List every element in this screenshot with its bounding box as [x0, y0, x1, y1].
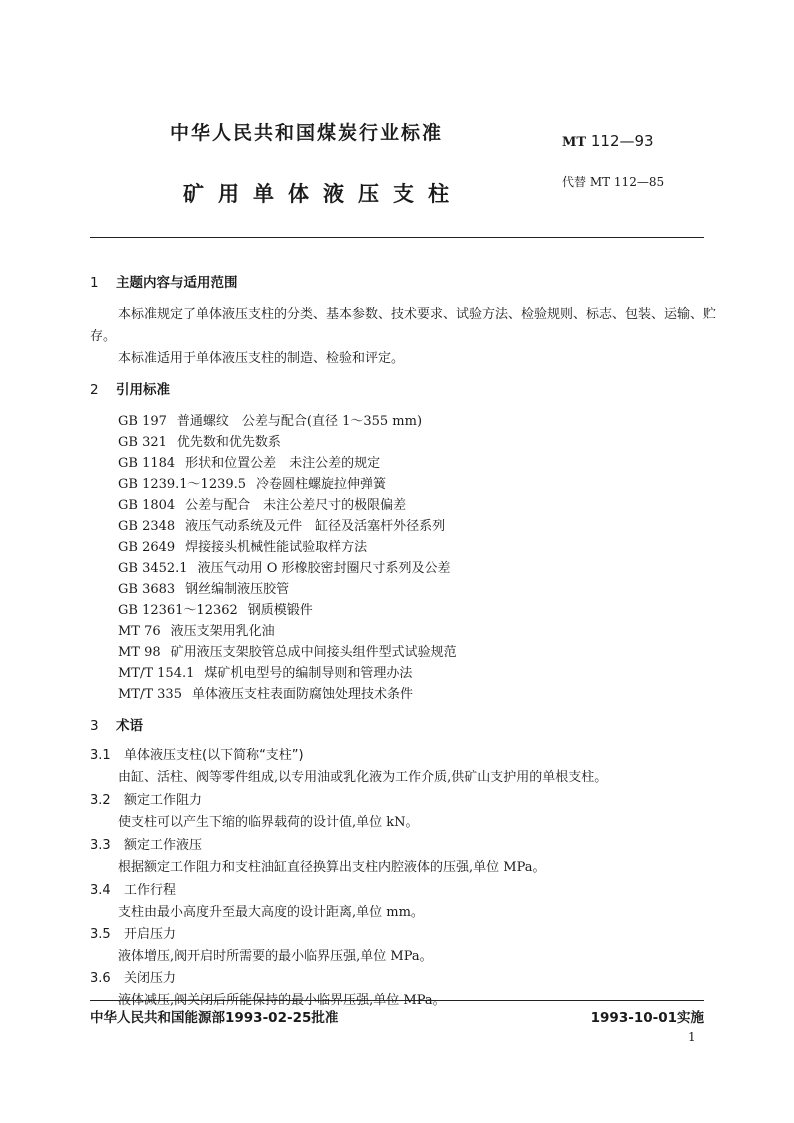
- reference-item: [118, 578, 289, 597]
- reference-item: [118, 662, 412, 681]
- term-entry: [90, 744, 304, 763]
- term-name: 额定工作阻力: [124, 793, 203, 808]
- reference-item: [118, 494, 406, 513]
- term-definition: 由缸、活柱、阀等零件组成,以专用油或乳化液为工作介质,供矿山支护用的单根支柱。: [118, 770, 608, 785]
- term-number: 3.3: [90, 838, 111, 853]
- term-entry: [90, 879, 176, 898]
- section-number: 2: [90, 382, 99, 398]
- reference-item: [118, 515, 445, 534]
- section-1-paragraph-1-cont: 存。: [90, 329, 117, 344]
- term-name: 单体液压支柱(以下简称“支柱”): [124, 748, 304, 763]
- reference-title: 优先数和优先数系: [176, 435, 281, 450]
- term-number: 3.6: [90, 971, 111, 986]
- reference-item: [118, 641, 457, 660]
- reference-title: 单体液压支柱表面防腐蚀处理技术条件: [191, 687, 413, 702]
- section-3-heading: [90, 714, 143, 734]
- document-title: 矿用单体液压支柱: [183, 182, 463, 206]
- reference-code: GB 3683: [118, 582, 176, 597]
- term-entry: [90, 834, 202, 853]
- reference-item: [118, 431, 281, 450]
- replaces-standard: 代替 MT 112—85: [562, 175, 665, 189]
- reference-code: GB 12361～12362: [118, 603, 238, 618]
- approval-date: 中华人民共和国能源部1993-02-25批准: [90, 1010, 339, 1026]
- section-title: 术语: [116, 718, 143, 734]
- section-1-heading: [90, 271, 238, 291]
- reference-code: GB 2348: [118, 519, 176, 534]
- reference-code: MT/T 335: [118, 687, 182, 702]
- issuing-organization: 中华人民共和国煤炭行业标准: [170, 122, 444, 144]
- reference-item: [118, 536, 367, 555]
- reference-item: [118, 473, 386, 492]
- term-number: 3.1: [90, 748, 111, 763]
- reference-item: [118, 620, 275, 639]
- term-entry: [90, 789, 202, 808]
- reference-title: 焊接接头机械性能试验取样方法: [185, 540, 368, 555]
- term-entry: [90, 923, 176, 942]
- standard-code: [562, 132, 654, 150]
- reference-title: 煤矿机电型号的编制导则和管理办法: [204, 666, 413, 681]
- term-definition: 支柱由最小高度升至最大高度的设计距离,单位 mm。: [118, 905, 424, 920]
- page-number: 1: [688, 1030, 696, 1044]
- term-entry: [90, 967, 176, 986]
- section-1-paragraph-1: 本标准规定了单体液压支柱的分类、基本参数、技术要求、试验方法、检验规则、标志、包装、运输、贮: [118, 307, 717, 322]
- term-name: 工作行程: [124, 883, 177, 898]
- header-divider: [90, 237, 704, 238]
- reference-title: 形状和位置公差 未注公差的规定: [185, 456, 381, 471]
- reference-code: GB 1239.1～1239.5: [118, 477, 247, 492]
- reference-title: 公差与配合 未注公差尺寸的极限偏差: [185, 498, 407, 513]
- term-number: 3.2: [90, 793, 111, 808]
- reference-title: 普通螺纹 公差与配合(直径 1～355 mm): [176, 414, 423, 429]
- term-name: 关闭压力: [124, 971, 177, 986]
- reference-title: 钢质模锻件: [247, 603, 313, 618]
- section-2-heading: [90, 378, 170, 398]
- section-title: 主题内容与适用范围: [116, 275, 238, 291]
- standard-code-number: 112—93: [590, 132, 654, 150]
- reference-item: [118, 599, 313, 618]
- reference-code: MT/T 154.1: [118, 666, 195, 681]
- reference-item: [118, 557, 451, 576]
- reference-code: GB 1184: [118, 456, 176, 471]
- reference-code: GB 197: [118, 414, 167, 429]
- term-definition: 根据额定工作阻力和支柱油缸直径换算出支柱内腔液体的压强,单位 MPa。: [118, 860, 546, 875]
- section-1-paragraph-2: 本标准适用于单体液压支柱的制造、检验和评定。: [118, 351, 405, 366]
- term-definition: 液体增压,阀开启时所需要的最小临界压强,单位 MPa。: [118, 949, 433, 964]
- reference-code: GB 1804: [118, 498, 176, 513]
- term-number: 3.4: [90, 883, 111, 898]
- reference-title: 液压气动系统及元件 缸径及活塞杆外径系列: [185, 519, 446, 534]
- reference-title: 冷卷圆柱螺旋拉伸弹簧: [256, 477, 387, 492]
- term-name: 开启压力: [124, 927, 177, 942]
- term-definition: 使支柱可以产生下缩的临界载荷的设计值,单位 kN。: [118, 815, 419, 830]
- section-number: 1: [90, 275, 99, 291]
- reference-title: 钢丝编制液压胶管: [185, 582, 290, 597]
- standard-code-prefix: MT: [562, 135, 587, 150]
- term-definition: 液体减压,阀关闭后所能保持的最小临界压强,单位 MPa。: [118, 993, 446, 1008]
- term-name: 额定工作液压: [124, 838, 203, 853]
- reference-item: [118, 452, 380, 471]
- reference-code: GB 2649: [118, 540, 176, 555]
- reference-code: MT 76: [118, 624, 161, 639]
- reference-title: 液压气动用 O 形橡胶密封圈尺寸系列及公差: [197, 561, 451, 576]
- section-title: 引用标准: [116, 382, 170, 398]
- reference-title: 液压支架用乳化油: [170, 624, 275, 639]
- reference-code: GB 3452.1: [118, 561, 188, 576]
- footer-divider: [90, 1000, 704, 1001]
- reference-item: [118, 410, 422, 429]
- section-number: 3: [90, 718, 99, 734]
- term-number: 3.5: [90, 927, 111, 942]
- implementation-date: 1993-10-01实施: [590, 1010, 704, 1026]
- reference-title: 矿用液压支架胶管总成中间接头组件型式试验规范: [170, 645, 457, 660]
- reference-item: [118, 683, 413, 702]
- reference-code: MT 98: [118, 645, 161, 660]
- reference-code: GB 321: [118, 435, 167, 450]
